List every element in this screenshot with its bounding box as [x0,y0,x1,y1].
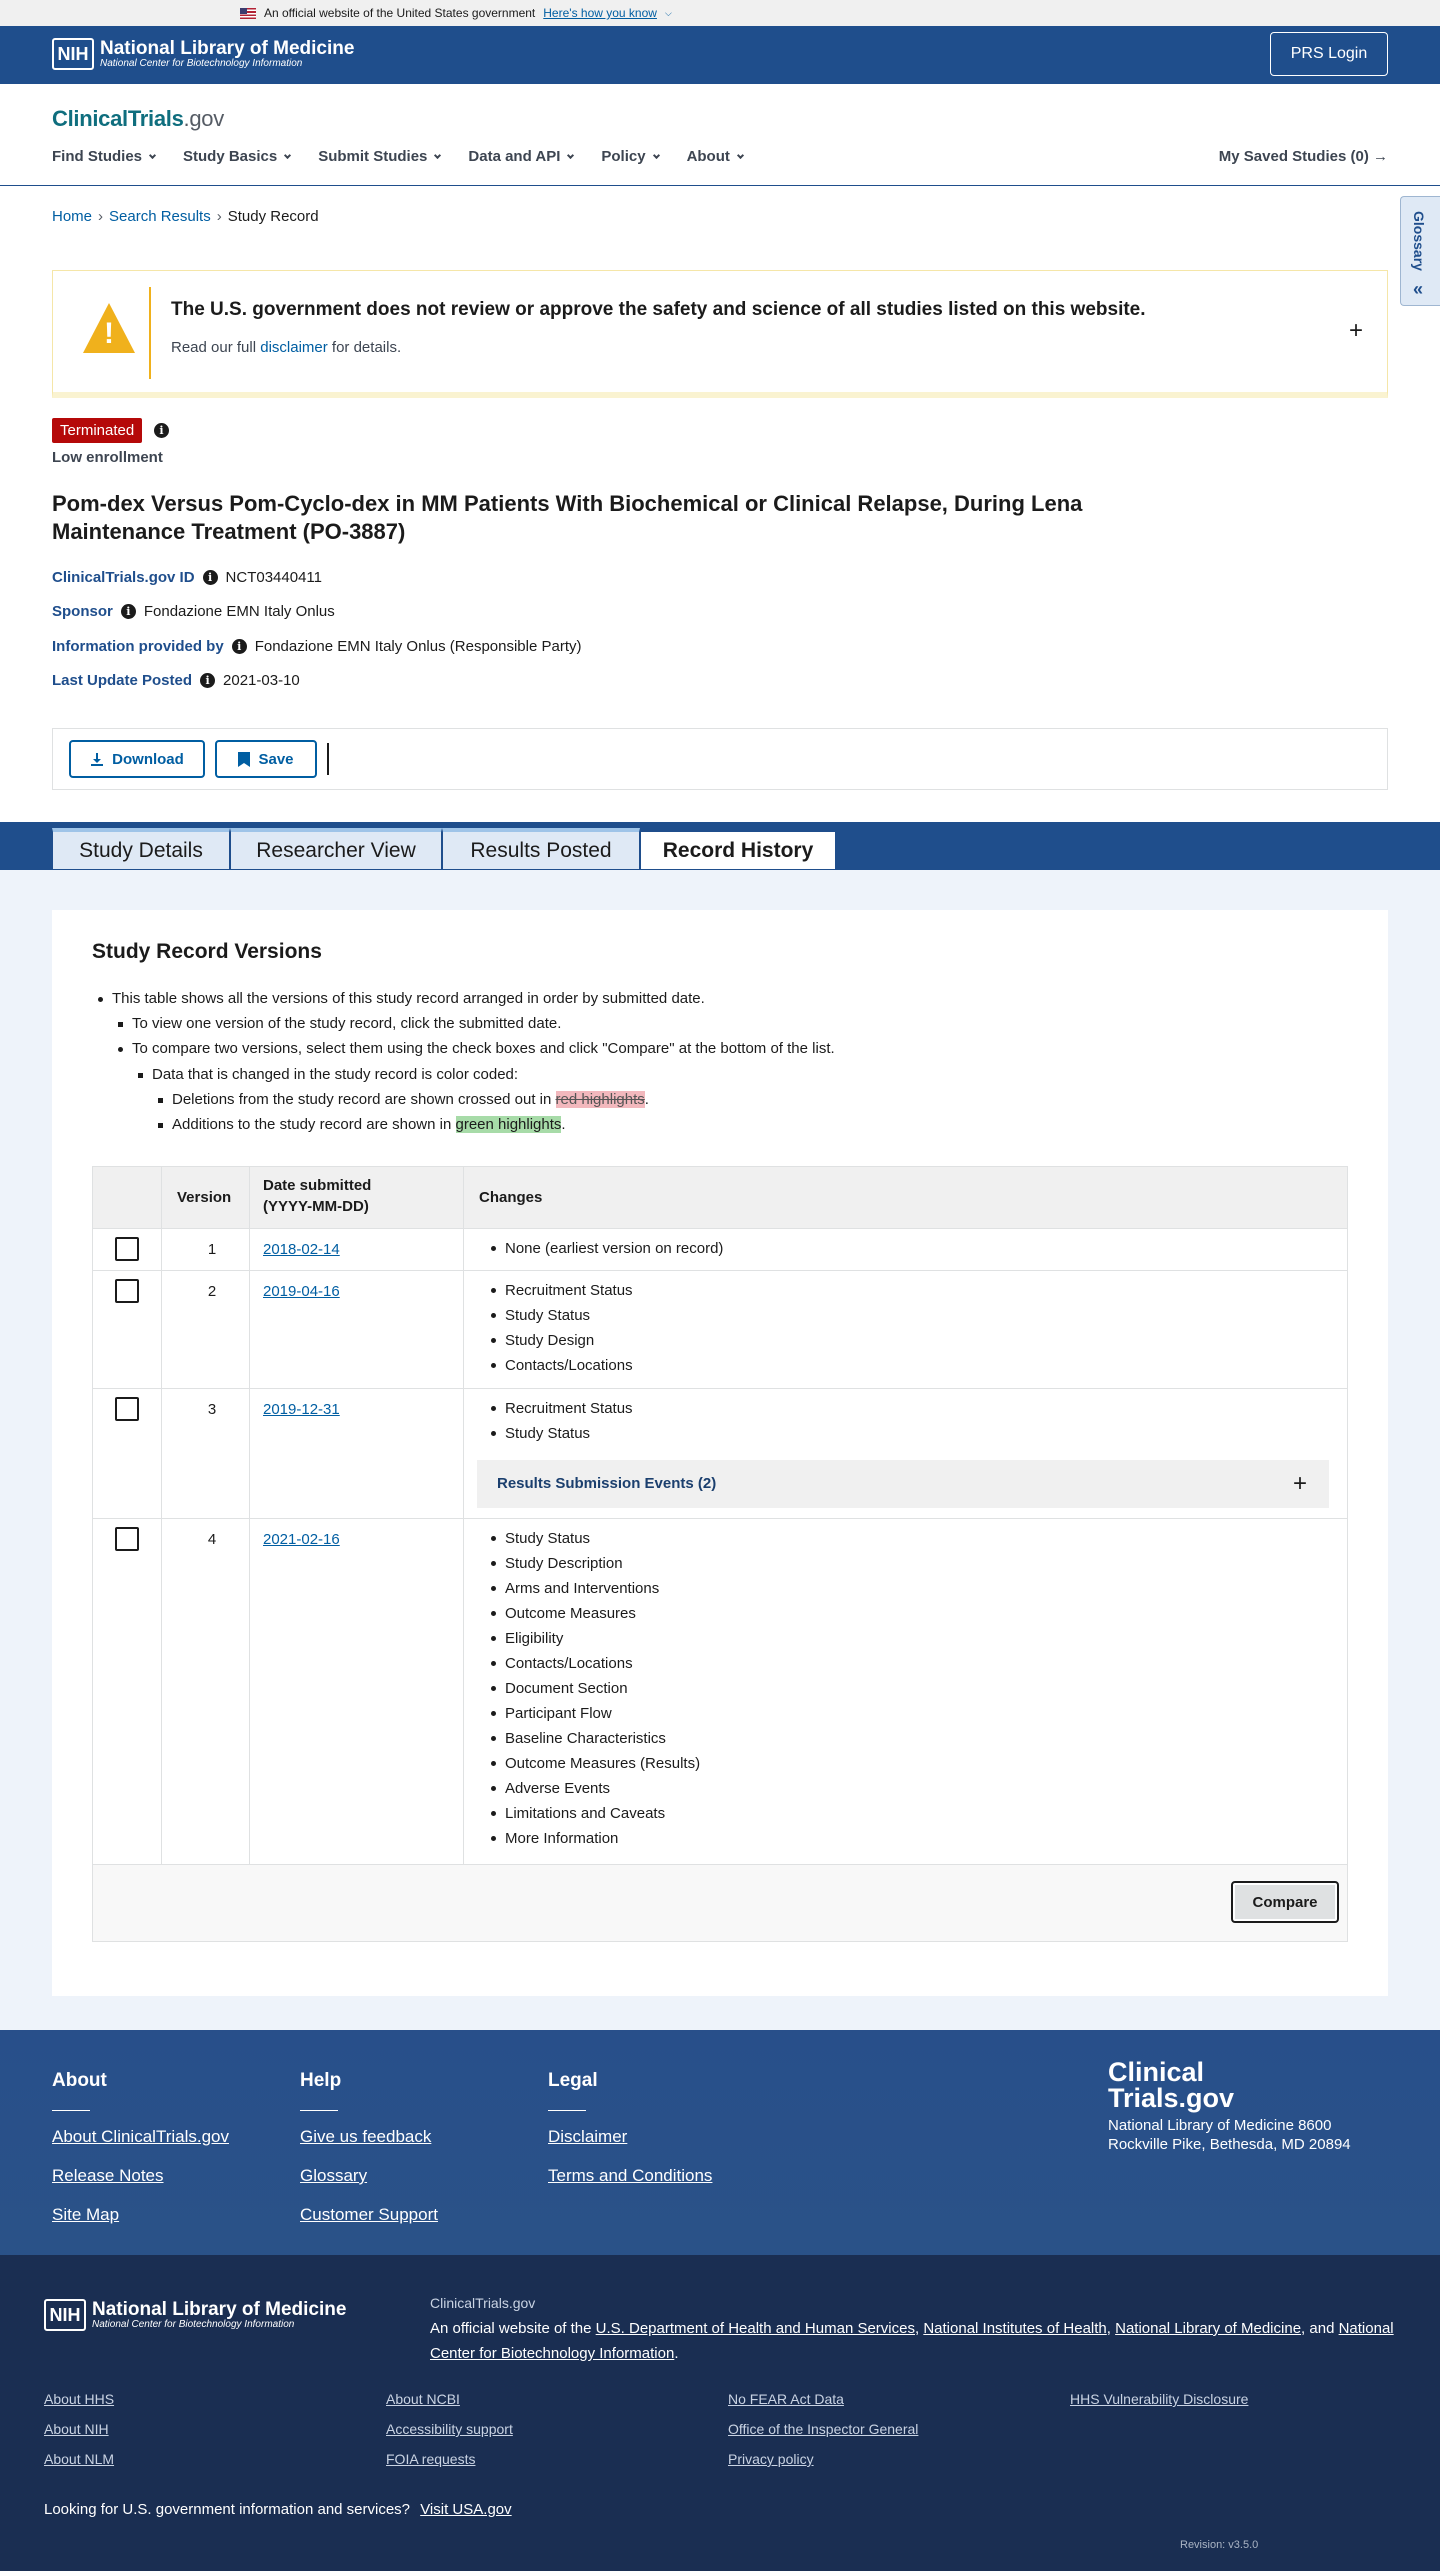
version-number: 3 [207,1401,217,1418]
info-icon[interactable]: i [200,673,215,688]
note-6-end: . [561,1116,566,1133]
save-label: Save [258,750,294,768]
footer-link[interactable]: Terms and Conditions [548,2166,713,2185]
breadcrumb-search-results[interactable]: Search Results [109,208,211,225]
note-5 [172,1091,649,1108]
usagov-link[interactable]: Visit USA.gov [420,2501,512,2518]
footer-divider [52,2110,90,2111]
nih-logo-box: NIH [44,2299,86,2331]
prs-login-button[interactable]: PRS Login [1270,32,1388,76]
footer-link[interactable]: Give us feedback [300,2127,432,2146]
red-highlight-sample: red highlights [555,1091,645,1108]
nih-logo-box: NIH [52,38,94,70]
changes-list [505,1526,700,1851]
col-version: Version [177,1189,232,1206]
change-item: Contacts/Locations [505,1353,633,1378]
breadcrumb [52,208,319,225]
info-provided-value: Fondazione EMN Italy Onlus (Responsible Party) [254,638,582,655]
sponsor-value: Fondazione EMN Italy Onlus [143,603,335,620]
expand-plus-icon: + [1292,1470,1307,1497]
table-header [93,1167,1347,1229]
status-badge: Terminated [52,418,142,443]
last-update-value: 2021-03-10 [223,672,300,689]
heres-how-you-know-link[interactable]: Here's how you know [543,6,657,20]
footer-link[interactable]: Customer Support [300,2205,438,2224]
footer-link[interactable]: Glossary [300,2166,368,2185]
status-note: Low enrollment [52,449,163,466]
saved-label: My Saved Studies (0) [1218,148,1369,165]
note-2: To view one version of the study record, click the submitted date. [132,1015,562,1032]
agency-link[interactable]: HHS Vulnerability Disclosure [1070,2391,1249,2407]
warning-icon-mark: ! [104,317,114,350]
save-button[interactable] [215,740,317,778]
nav-label: Data and API [468,148,561,165]
change-item: Outcome Measures [505,1601,700,1626]
download-button[interactable] [69,740,205,778]
nav-label: Study Basics [183,148,278,165]
alert-text [171,339,401,356]
info-provided-row [52,638,582,655]
version-checkbox[interactable] [115,1527,139,1551]
chevron-down-icon [284,152,291,159]
footer-link[interactable]: Site Map [52,2205,120,2224]
footer-link[interactable]: About ClinicalTrials.gov [52,2127,229,2146]
agency-link[interactable]: About NCBI [386,2391,460,2407]
chevron-down-icon [567,152,574,159]
version-checkbox[interactable] [115,1279,139,1303]
version-checkbox[interactable] [115,1397,139,1421]
changes-list [505,1396,633,1446]
and-text: and [1309,2320,1335,2337]
accordion-label: Results Submission Events (2) [497,1475,717,1492]
table-row [93,1389,1347,1519]
change-item: Recruitment Status [505,1278,633,1303]
nav-label: Policy [601,148,646,165]
info-provided-label: Information provided by [52,638,224,655]
change-item: None (earliest version on record) [505,1236,723,1261]
nav-about[interactable] [687,148,743,165]
change-item: Participant Flow [505,1701,700,1726]
nlm-name: National Library of Medicine [100,37,355,59]
alert-title: The U.S. government does not review or approve the safety and science of all studies listed on this website. [171,299,1146,320]
green-highlight-sample: green highlights [455,1116,562,1133]
note-6-text: Additions to the study record are shown in [172,1116,452,1133]
version-number: 2 [207,1283,217,1300]
footer-logo[interactable] [1108,2057,1358,2113]
my-saved-studies-link[interactable] [1219,148,1388,165]
info-icon[interactable]: i [121,604,136,619]
alert-text-before: Read our full [171,339,257,356]
ncbi-link[interactable]: National Center for Biotechnology Information [430,2320,1394,2362]
download-label: Download [112,750,184,768]
version-date-link[interactable]: 2019-04-16 [263,1283,340,1300]
tab-bar [0,822,1440,870]
glossary-tab[interactable] [1400,196,1440,306]
nav-submit-studies[interactable] [318,148,440,165]
agency-links-col1 [44,2391,114,2481]
version-number: 1 [207,1241,217,1258]
footer-divider [300,2110,338,2111]
change-item: Contacts/Locations [505,1651,700,1676]
change-item: More Information [505,1826,700,1851]
footer-logo-line2: Trials.gov [1108,2082,1235,2113]
agency-links-col4 [1070,2391,1248,2421]
arrow-right-icon: → [1373,148,1388,165]
info-icon[interactable]: i [203,570,218,585]
change-item: Document Section [505,1676,700,1701]
usagov-row [44,2501,512,2518]
expand-plus-icon[interactable]: + [1348,317,1363,344]
change-item: Eligibility [505,1626,700,1651]
agency-link[interactable]: FOIA requests [386,2451,476,2467]
gov-banner [0,0,1440,26]
action-divider [327,743,329,775]
footer-legal [548,2070,712,2205]
versions-table [92,1166,1348,1942]
note-5-text: Deletions from the study record are shown crossed out in [172,1091,552,1108]
site-header [0,84,1440,186]
agency-links-col2 [386,2391,513,2481]
col-date-line2: (YYYY-MM-DD) [263,1198,369,1215]
study-id-label: ClinicalTrials.gov ID [52,569,195,586]
footer-about [52,2070,229,2244]
change-item: Outcome Measures (Results) [505,1751,700,1776]
chevron-down-icon [149,152,156,159]
site-footer [0,2030,1440,2255]
chevron-down-icon [737,152,744,159]
revision-text: Revision: v3.5.0 [1180,2539,1259,2551]
tab-study-details[interactable]: Study Details [52,828,230,870]
agency-footer [0,2255,1440,2571]
study-title: Pom-dex Versus Pom-Cyclo-dex in MM Patients With Biochemical or Clinical Relapse, During Lena Maintenance Treatment (PO-3887) [52,491,1083,544]
version-date-link[interactable]: 2018-02-14 [263,1241,340,1258]
changes-list [505,1278,633,1378]
agency-link[interactable]: About HHS [44,2391,115,2407]
change-item: Study Status [505,1421,633,1446]
study-record-versions-card [52,910,1388,1996]
sponsor-label: Sponsor [52,603,113,620]
us-flag-icon [240,8,256,19]
version-date-link[interactable]: 2021-02-16 [263,1531,340,1548]
version-number: 4 [207,1531,217,1548]
agency-link[interactable]: About NLM [44,2451,115,2467]
nav-label: Submit Studies [318,148,428,165]
footer-address: National Library of Medicine 8600 Rockville Pike, Bethesda, MD 20894 [1108,2117,1351,2154]
changes-list [505,1236,723,1261]
footer-link[interactable]: Release Notes [52,2166,164,2185]
nih-header [0,26,1440,84]
action-bar [52,728,1388,790]
nlm-link[interactable]: National Library of Medicine [1115,2320,1302,2337]
col-date [263,1175,371,1217]
alert-divider [149,287,151,379]
footer-link[interactable]: Disclaimer [548,2127,628,2146]
nav-find-studies[interactable] [52,148,155,165]
footer-help [300,2070,438,2244]
download-icon [90,752,104,766]
chevron-down-icon [653,152,660,159]
footer-divider [548,2110,586,2111]
col-changes: Changes [479,1189,543,1206]
bookmark-icon [238,752,250,767]
footer-help-title: Help [300,2070,342,2091]
chevron-right-icon: › [216,208,222,225]
agency-link[interactable]: Privacy policy [728,2451,814,2467]
change-item: Limitations and Caveats [505,1801,700,1826]
double-chevron-left-icon: « [1413,279,1424,299]
table-row [93,1229,1347,1271]
change-item: Study Status [505,1303,633,1328]
last-update-row [52,672,300,689]
footer-about-title: About [52,2070,107,2091]
change-item: Baseline Characteristics [505,1726,700,1751]
study-id-value: NCT03440411 [225,569,322,586]
footer-legal-title: Legal [548,2070,598,2091]
ncbi-name: National Center for Biotechnology Information [100,57,303,69]
nlm-name: National Library of Medicine [92,2298,347,2320]
change-item: Study Status [505,1526,700,1551]
bottom-site-name: ClinicalTrials.gov [430,2295,536,2311]
col-date-line1: Date submitted [263,1177,372,1194]
logo-main: ClinicalTrials [52,106,184,131]
change-item: Study Design [505,1328,633,1353]
table-footer [93,1865,1347,1941]
agency-links-col3 [728,2391,918,2481]
change-item: Adverse Events [505,1776,700,1801]
nav-label: About [686,148,730,165]
info-icon[interactable]: i [232,639,247,654]
compare-button[interactable]: Compare [1231,1881,1339,1923]
tab-results-posted[interactable]: Results Posted [442,828,640,870]
table-row [93,1271,1347,1389]
nih-link[interactable]: National Institutes of Health [923,2320,1107,2337]
ncbi-name: National Center for Biotechnology Information [92,2318,295,2330]
results-submission-events-accordion[interactable] [477,1460,1329,1508]
hhs-link[interactable]: U.S. Department of Health and Human Services [595,2320,915,2337]
main-nav [52,148,743,165]
agency-link[interactable]: About NIH [44,2421,109,2437]
official-site-text: ClinicalTrials.gov An official website of the U.S. Department of Health and Human Services, National Institutes of Health, National Library of Medicine, and National Center for Biotechnology Information. [430,2291,1410,2366]
info-icon[interactable]: i [154,423,169,438]
official-before: An official website of the [430,2320,592,2337]
chevron-down-icon [434,152,441,159]
logo-suffix: .gov [183,106,224,131]
chevron-down-icon: ⌵ [664,7,672,18]
change-item: Recruitment Status [505,1396,633,1421]
breadcrumb-home[interactable]: Home [52,208,93,225]
tab-researcher-view[interactable]: Researcher View [230,828,442,870]
nav-study-basics[interactable] [183,148,290,165]
version-date-link[interactable]: 2019-12-31 [263,1401,340,1418]
sponsor-row [52,603,335,620]
nav-label: Find Studies [52,148,142,165]
clinicaltrials-logo[interactable] [52,106,224,132]
disclaimer-link[interactable]: disclaimer [260,339,328,356]
breadcrumb-current: Study Record [227,208,319,225]
study-id-row [52,569,322,586]
chevron-right-icon: › [98,208,104,225]
note-5-end: . [644,1091,649,1108]
alert-text-after: for details. [331,339,402,356]
version-checkbox[interactable] [115,1237,139,1261]
nav-policy[interactable] [601,148,658,165]
tab-record-history[interactable]: Record History [640,828,836,870]
last-update-label: Last Update Posted [52,672,193,689]
agency-link[interactable]: Accessibility support [386,2421,513,2437]
nlm-logo[interactable] [52,38,354,70]
note-6 [172,1116,566,1133]
agency-link[interactable]: No FEAR Act Data [728,2391,844,2407]
nav-data-and-api[interactable] [468,148,573,165]
note-3: To compare two versions, select them using the check boxes and click "Compare" at the bottom of the list. [132,1040,835,1057]
change-item: Arms and Interventions [505,1576,700,1601]
agency-link[interactable]: Office of the Inspector General [728,2421,919,2437]
footer-logo-line1: Clinical [1108,2057,1205,2087]
usagov-text: Looking for U.S. government information and services? [44,2501,411,2518]
glossary-label: Glossary [1411,211,1427,271]
note-1: This table shows all the versions of this study record arranged in order by submitted date. [112,990,705,1007]
change-item: Study Description [505,1551,700,1576]
nlm-footer-logo[interactable] [44,2299,346,2331]
note-4: Data that is changed in the study record is color coded: [152,1066,519,1083]
versions-heading: Study Record Versions [92,940,322,963]
gov-banner-text: An official website of the United States government [264,6,536,20]
footer-brand [1108,2057,1358,2155]
disclaimer-alert [52,270,1388,398]
table-row [93,1519,1347,1865]
